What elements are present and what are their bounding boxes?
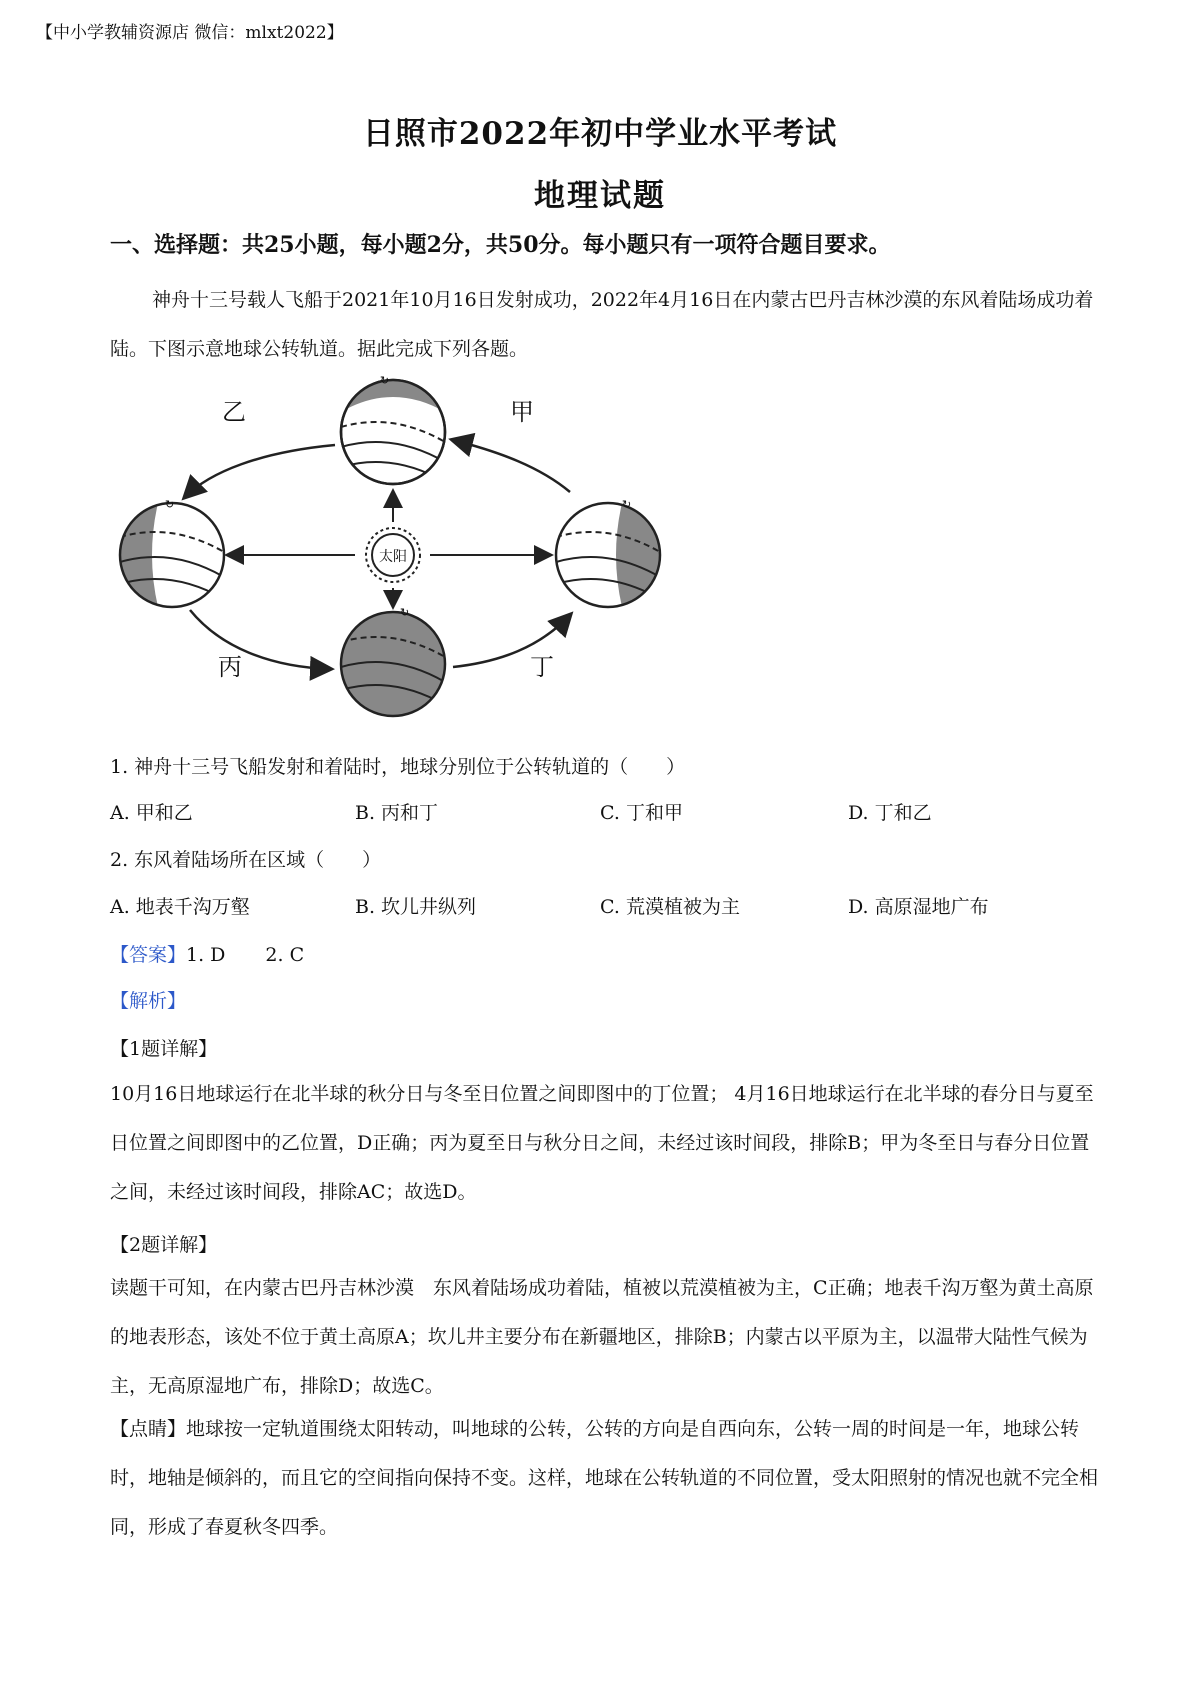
label-ding: 丁 [530, 653, 554, 681]
earth-right-icon [556, 498, 660, 607]
orbit-arc-yi [185, 445, 335, 497]
q1-option-c[interactable]: C. 丁和甲 [600, 802, 683, 824]
label-bing: 丙 [218, 653, 242, 681]
sun-label: 太阳 [379, 549, 407, 565]
q2-option-b[interactable]: B. 坎儿井纵列 [355, 896, 477, 918]
answer-line [110, 940, 304, 967]
detail1-label: 【1题详解】 [110, 1038, 218, 1060]
q2-option-c[interactable]: C. 荒漠植被为主 [600, 896, 740, 918]
label-yi: 乙 [222, 398, 246, 426]
earth-bottom-icon [341, 606, 445, 716]
q1-option-d[interactable]: D. 丁和乙 [848, 802, 932, 824]
q1-option-a[interactable]: A. 甲和乙 [110, 802, 193, 824]
tip-label: 【点睛】 [110, 1418, 187, 1440]
tip-text: 地球按一定轨道围绕太阳转动，叫地球的公转，公转的方向是自西向东，公转一周的时间是一年，地球公转时，地轴是倾斜的，而且它的空间指向保持不变。这样，地球在公转轨道的不同位置，受太阳照射的情况也就不完全相同，形成了春夏秋冬四季。 [110, 1418, 1099, 1538]
q1-option-b[interactable]: B. 丙和丁 [355, 802, 439, 824]
svg-text:↻: ↻ [622, 498, 632, 511]
watermark: 【中小学教辅资源店 微信：mlxt2022】 [36, 23, 344, 43]
svg-text:↻: ↻ [400, 606, 410, 619]
detail1-text: 10月16日地球运行在北半球的秋分日与冬至日位置之间即图中的丁位置； 4月16日地球运行在北半球的春分日与夏至日位置之间即图中的乙位置，D正确；丙为夏至日与秋分日之间，未经过该时间段，排除B；甲为冬至日与春分日位置之间，未经过该时间段，排除AC；故选D。 [110, 1083, 1094, 1203]
earth-top-icon [341, 372, 445, 484]
orbit-arc-jia [453, 440, 570, 492]
q2-stem: 2. 东风着陆场所在区域（ ） [110, 849, 382, 871]
orbit-arc-bing [190, 610, 330, 669]
svg-text:↻: ↻ [165, 498, 175, 511]
detail2-text: 读题干可知，在内蒙古巴丹吉林沙漠 东风着陆场成功着陆，植被以荒漠植被为主，C正确；地表千沟万壑为黄土高原的地表形态，该处不位于黄土高原A；坎儿井主要分布在新疆地区，排除B；内蒙古以平原为主，以温带大陆性气候为主，无高原湿地广布，排除D；故选C。 [110, 1277, 1094, 1397]
svg-text:↻: ↻ [380, 374, 390, 387]
intro-paragraph: 神舟十三号载人飞船于2021年10月16日发射成功，2022年4月16日在内蒙古巴丹吉林沙漠的东风着陆场成功着陆。下图示意地球公转轨道。据此完成下列各题。 [110, 289, 1094, 360]
analysis-label: 【解析】 [110, 990, 187, 1012]
q1-stem: 1. 神舟十三号飞船发射和着陆时，地球分别位于公转轨道的（ ） [110, 756, 686, 778]
earth-orbit-figure [110, 372, 670, 752]
label-jia: 甲 [510, 398, 534, 426]
earth-left-icon [120, 498, 224, 607]
detail2-label: 【2题详解】 [110, 1234, 218, 1256]
subject-title: 地理试题 [534, 178, 666, 214]
answer-2: 2. C [265, 944, 305, 966]
sun-icon [366, 528, 420, 582]
q2-option-a[interactable]: A. 地表千沟万壑 [110, 896, 250, 918]
q2-option-d[interactable]: D. 高原湿地广布 [848, 896, 989, 918]
section-heading: 一、选择题：共25小题，每小题2分，共50分。每小题只有一项符合题目要求。 [110, 232, 891, 258]
exam-title: 日照市2022年初中学业水平考试 [362, 116, 838, 152]
answer-1: 1. D [186, 944, 226, 966]
answer-label: 【答案】 [110, 944, 187, 966]
tip-paragraph [110, 1405, 1100, 1552]
